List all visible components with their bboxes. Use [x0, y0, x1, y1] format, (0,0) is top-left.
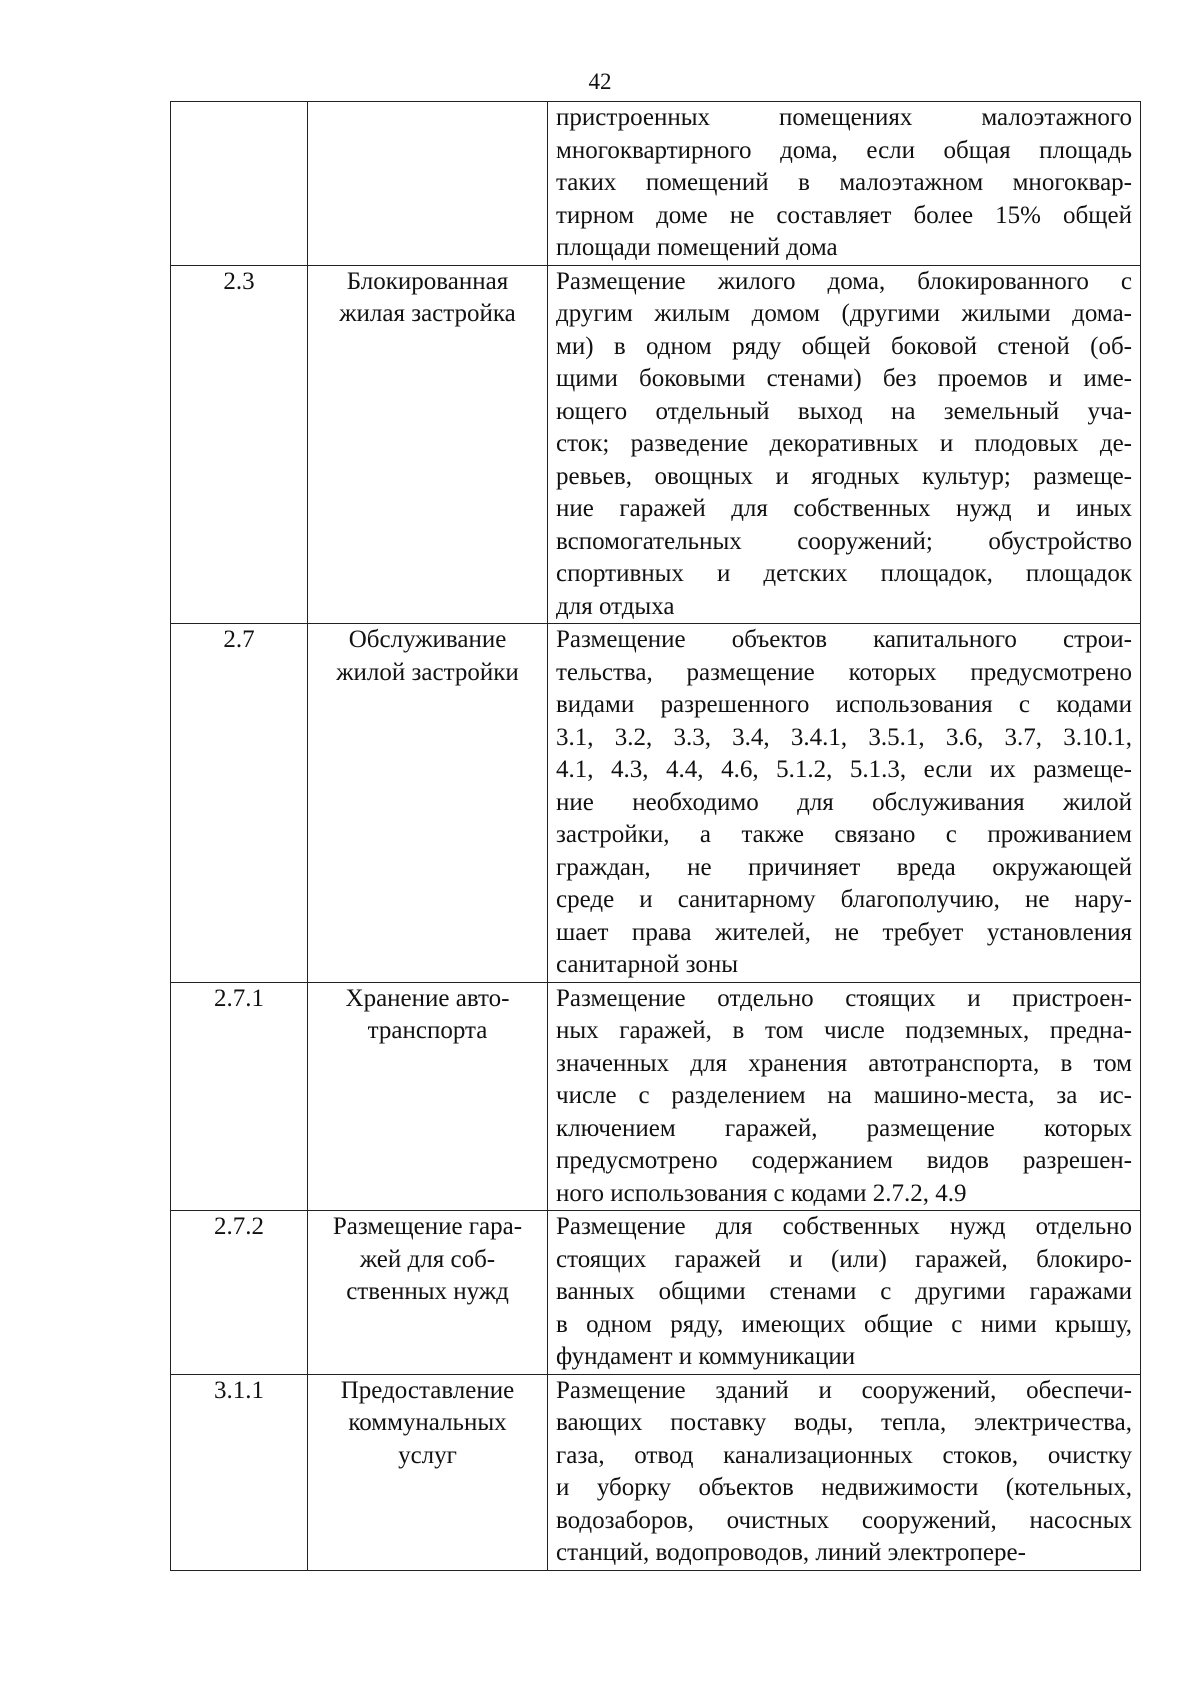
text-line: Блокированная: [346, 267, 509, 295]
text-line: 2.3: [223, 267, 255, 295]
text-line: фундамент и коммуникации: [556, 1343, 856, 1370]
use-code-cell: [171, 1211, 308, 1375]
text-line: жилая застройка: [339, 300, 516, 327]
table-row: [171, 624, 1141, 983]
text-line: ных гаражей, в том числе подземных, предна-: [556, 1017, 1132, 1044]
page-number: 42: [588, 69, 612, 94]
use-name-cell: [308, 1374, 548, 1570]
text-line: 2.7.2: [214, 1213, 264, 1240]
text-line: Размещение отдельно стоящих и пристроен-: [556, 984, 1132, 1012]
use-name-cell: [308, 982, 548, 1211]
text-line: ние гаражей для собственных нужд и иных: [556, 495, 1132, 522]
text-line: услуг: [398, 1441, 457, 1469]
text-line: предусмотрено содержанием видов разрешен-: [556, 1147, 1132, 1174]
table-row: [171, 1374, 1141, 1570]
use-description-cell: [548, 265, 1141, 624]
text-line: тирном доме не составляет более 15% общей: [556, 201, 1132, 229]
text-line: Размещение жилого дома, блокированного с: [556, 267, 1132, 295]
table-row: [171, 1211, 1141, 1375]
text-line: другим жилым домом (другими жилыми дома-: [556, 300, 1132, 327]
land-use-table: [170, 101, 1141, 1571]
use-description-cell: [548, 624, 1141, 983]
text-line: застройки, а также связано с проживанием: [556, 821, 1132, 848]
text-line: ние необходимо для обслуживания жилой: [556, 788, 1132, 816]
text-line: тельства, размещение которых предусмотрено: [556, 658, 1132, 686]
text-line: многоквартирного дома, если общая площадь: [556, 136, 1132, 164]
text-line: Размещение гара-: [332, 1213, 523, 1240]
text-line: видами разрешенного использования с кодами: [556, 691, 1132, 718]
text-line: вспомогательных сооружений; обустройство: [556, 527, 1132, 555]
text-line: среде и санитарному благополучию, не нару-: [556, 886, 1132, 913]
text-line: таких помещений в малоэтажном многоквар-: [556, 169, 1132, 196]
table-body: [171, 102, 1141, 1571]
text-line: 3.1.1: [214, 1376, 264, 1404]
text-line: Хранение авто-: [345, 984, 510, 1012]
text-line: Размещение объектов капитального строи-: [556, 626, 1132, 653]
use-description-cell: [548, 1374, 1141, 1570]
table-row: [171, 102, 1141, 266]
text-line: ственных нужд: [346, 1278, 509, 1305]
use-code-cell: [171, 624, 308, 983]
use-code-cell: [171, 982, 308, 1211]
text-line: 2.7: [223, 626, 255, 653]
text-line: стоящих гаражей и (или) гаражей, блокиро-: [556, 1245, 1132, 1273]
text-line: спортивных и детских площадок, площадок: [556, 560, 1132, 587]
text-line: станций, водопроводов, линий электропере-: [556, 1539, 1026, 1566]
text-line: ванных общими стенами с другими гаражами: [556, 1278, 1132, 1305]
text-line: водозаборов, очистных сооружений, насосных: [556, 1506, 1132, 1534]
text-line: ющего отдельный выход на земельный уча-: [556, 397, 1132, 425]
table-row: [171, 982, 1141, 1211]
text-line: площади помещений дома: [556, 234, 838, 261]
text-line: вающих поставку воды, тепла, электричества,: [556, 1409, 1132, 1436]
use-description-cell: [548, 102, 1141, 266]
table-row: [171, 265, 1141, 624]
text-line: ключением гаражей, размещение которых: [556, 1114, 1132, 1142]
text-line: числе с разделением на машино-места, за ис-: [556, 1082, 1132, 1109]
use-description-cell: [548, 982, 1141, 1211]
text-line: 3.1, 3.2, 3.3, 3.4, 3.4.1, 3.5.1, 3.6, 3.7, 3.10.1,: [556, 723, 1132, 751]
use-name-cell: [308, 624, 548, 983]
text-line: шает права жителей, не требует установления: [556, 918, 1132, 946]
use-name-cell: [308, 265, 548, 624]
text-line: жилой застройки: [336, 658, 519, 686]
text-line: для отдыха: [556, 592, 675, 620]
text-line: граждан, не причиняет вреда окружающей: [556, 853, 1132, 881]
text-line: щими боковыми стенами) без проемов и име-: [556, 365, 1132, 392]
text-line: Размещение для собственных нужд отдельно: [556, 1213, 1132, 1240]
text-line: ми) в одном ряду общей боковой стеной (об-: [556, 332, 1132, 360]
text-line: жей для соб-: [359, 1245, 496, 1273]
text-line: Размещение зданий и сооружений, обеспечи-: [556, 1376, 1132, 1404]
text-line: коммунальных: [348, 1409, 507, 1436]
text-line: газа, отвод канализационных стоков, очистку: [556, 1441, 1132, 1469]
text-line: 4.1, 4.3, 4.4, 4.6, 5.1.2, 5.1.3, если их размеще-: [556, 756, 1132, 783]
text-line: Предоставление: [340, 1376, 515, 1404]
use-name-cell: [308, 1211, 548, 1375]
use-name-cell: [308, 102, 548, 266]
text-line: пристроенных помещениях малоэтажного: [556, 104, 1132, 131]
text-line: ревьев, овощных и ягодных культур; размеще-: [556, 462, 1132, 490]
text-line: 2.7.1: [214, 984, 264, 1012]
text-line: в одном ряду, имеющих общие с ними крышу,: [556, 1310, 1132, 1338]
text-line: Обслуживание: [348, 626, 507, 653]
text-line: значенных для хранения автотранспорта, в том: [556, 1049, 1132, 1077]
text-line: и уборку объектов недвижимости (котельных,: [556, 1474, 1132, 1501]
text-line: санитарной зоны: [556, 951, 738, 978]
use-code-cell: [171, 1374, 308, 1570]
use-code-cell: [171, 102, 308, 266]
use-description-cell: [548, 1211, 1141, 1375]
text-line: ного использования с кодами 2.7.2, 4.9: [556, 1179, 967, 1207]
text-line: сток; разведение декоративных и плодовых де-: [556, 430, 1132, 457]
text-line: транспорта: [367, 1017, 488, 1044]
use-code-cell: [171, 265, 308, 624]
